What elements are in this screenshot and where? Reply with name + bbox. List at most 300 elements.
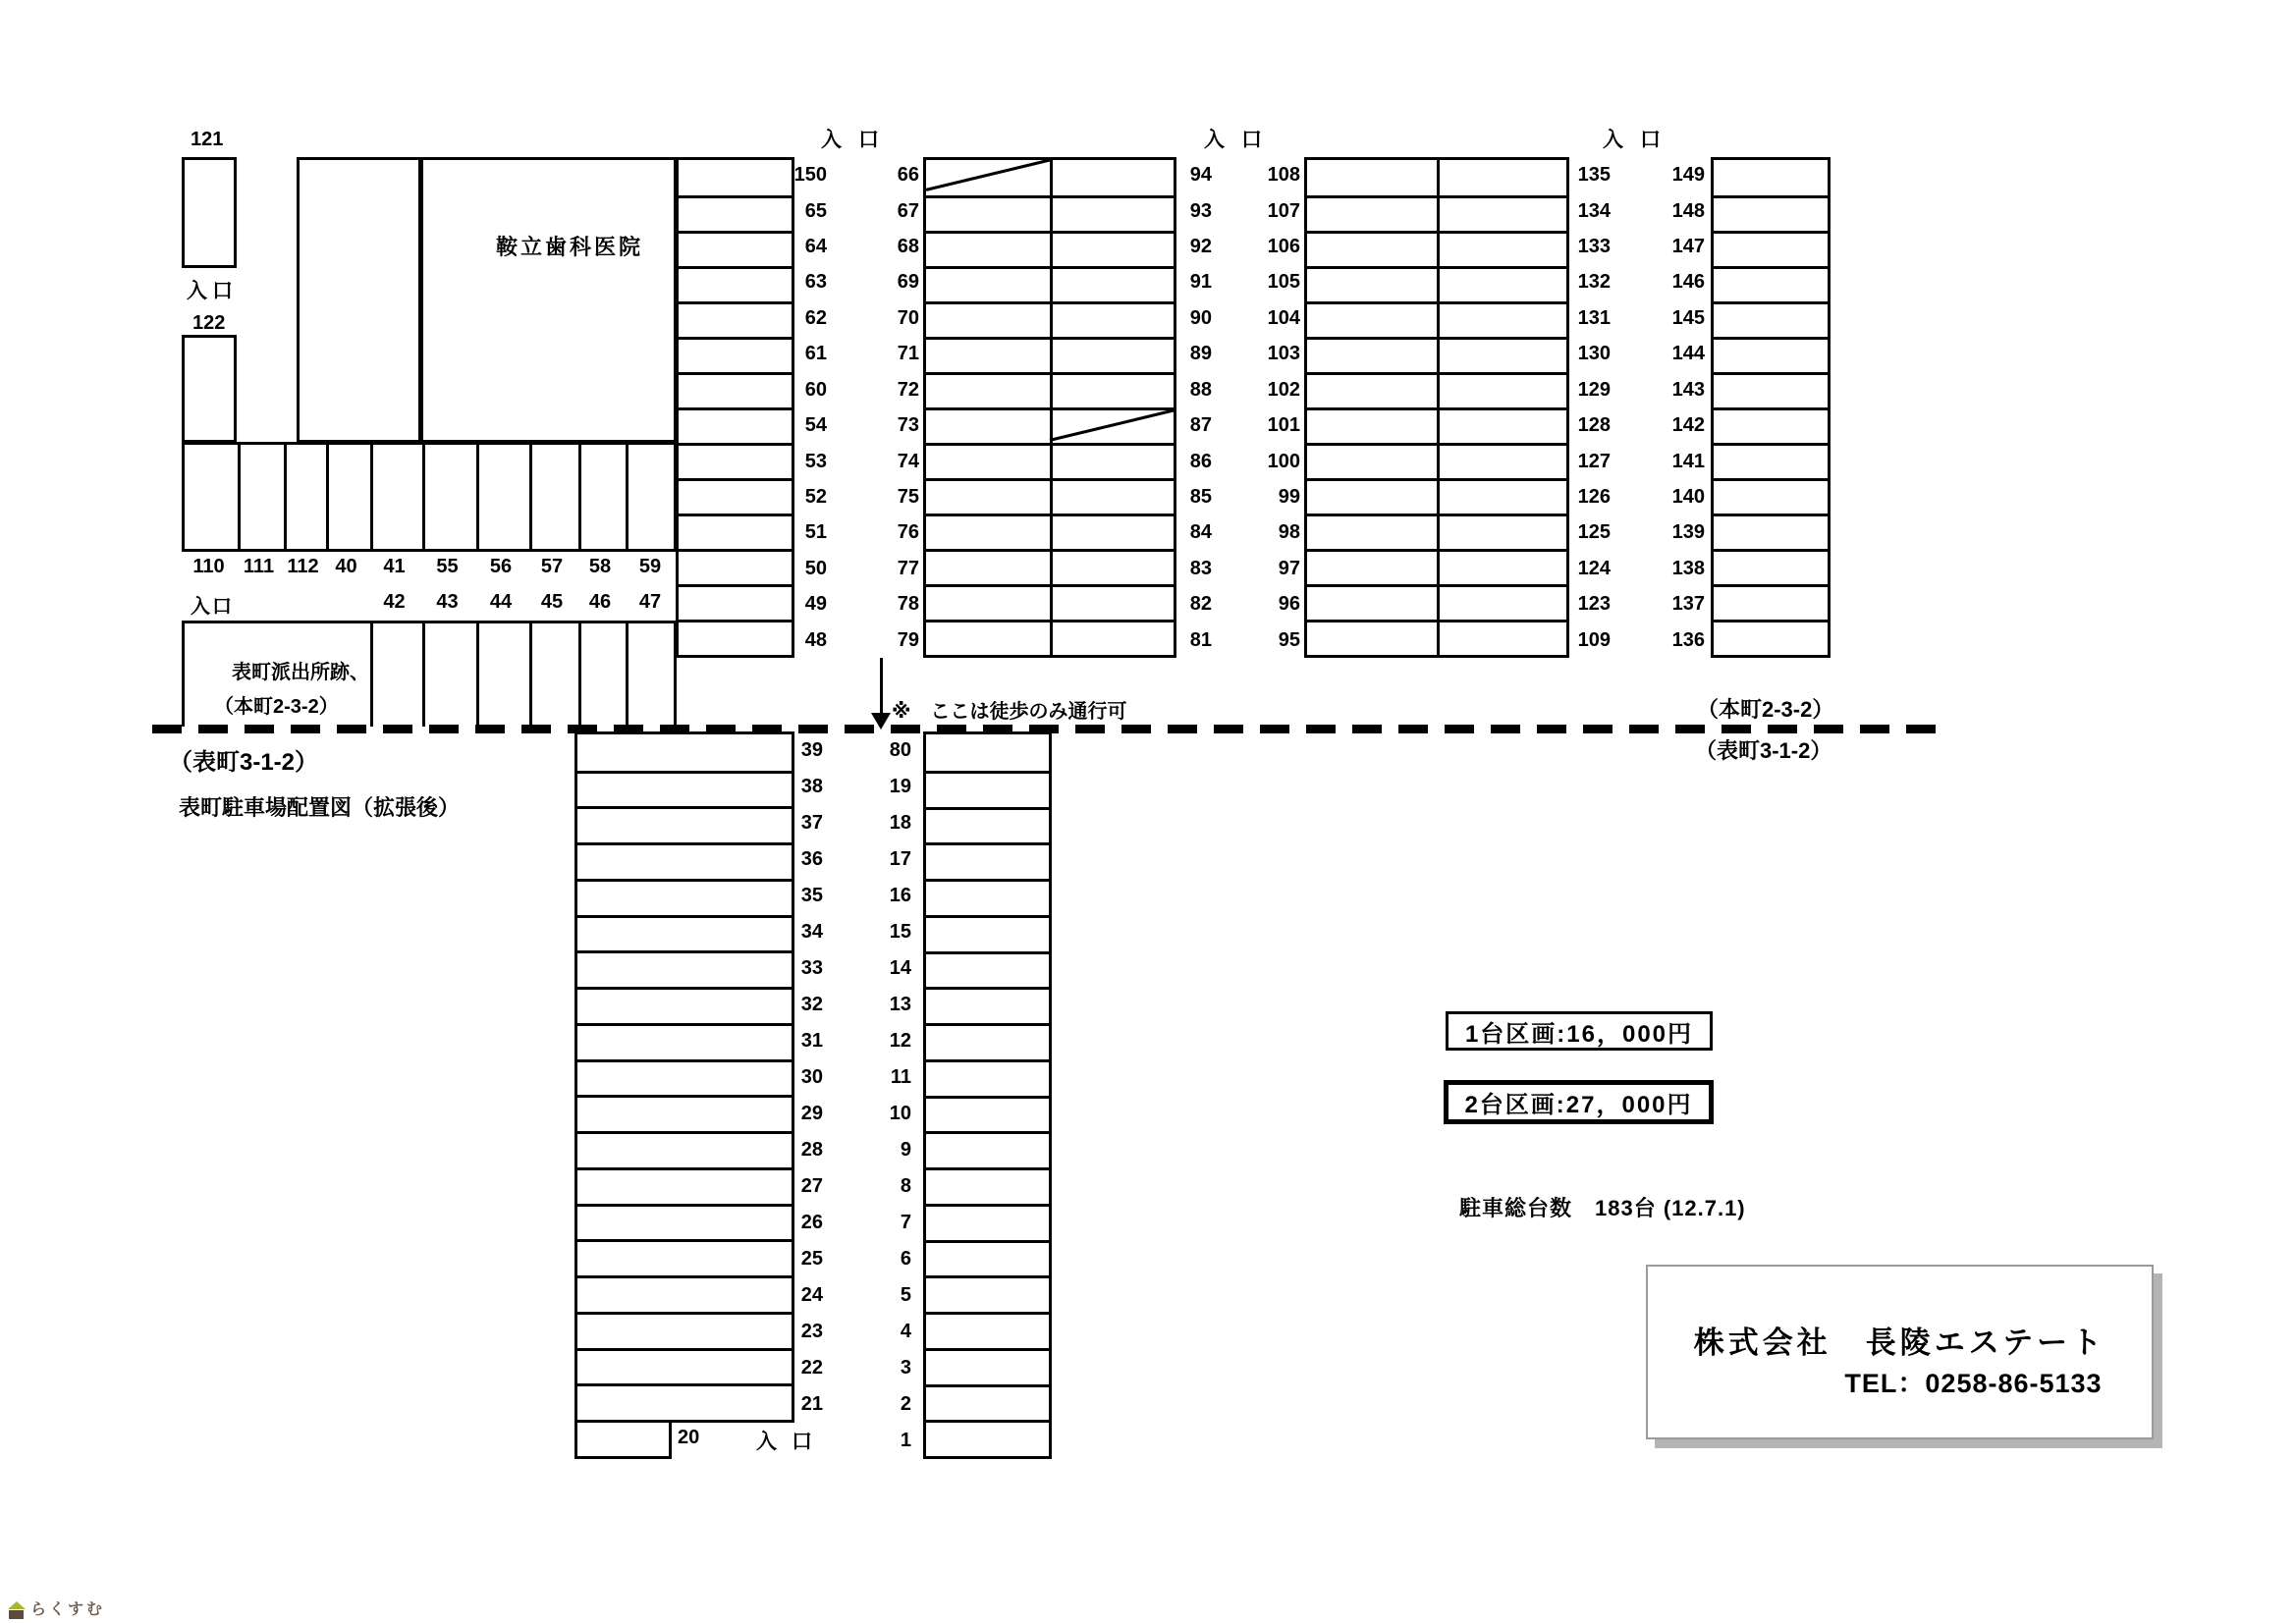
stall-number-label: 46 [588,591,612,613]
parking-stall [1307,234,1437,266]
address-left-below: （表町3-1-2） [169,749,319,776]
stall-number-label: 100 [1267,450,1300,472]
parking-stall-row [1307,301,1566,337]
stall-number-label: 90 [1189,306,1212,329]
stall-number-label: 97 [1278,557,1300,579]
stall-number-label: 136 [1671,628,1705,651]
parking-stall [926,446,1050,478]
stall-column-113-120 [297,157,421,443]
parking-stall-row [1714,372,1828,407]
stall-number-label: 147 [1671,236,1705,258]
parking-stall-row [577,842,792,879]
stall-number-label: 103 [1267,343,1300,365]
stall-number-label: 38 [800,775,823,797]
parking-stall [1437,375,1566,407]
labels-col-d [1660,157,1705,658]
company-name: 株式会社 長陵エステート [1693,1325,2106,1360]
stall-number-label: 127 [1577,450,1611,472]
stall-121 [182,157,237,268]
parking-stall-row [926,987,1049,1023]
parking-stall-row [679,337,792,372]
parking-stall-row [577,1275,792,1312]
stall-number-label: 111 [243,556,275,577]
stall-number-label: 86 [1189,450,1212,472]
parking-stall-row [926,1384,1049,1421]
parking-stall-row [926,1240,1049,1276]
parking-stall-row [1307,195,1566,231]
stall-number-label: 128 [1577,414,1611,437]
parking-stall-row [577,987,792,1023]
stall-number-label: 109 [1577,628,1611,651]
walkway-notice: ※ ここは徒歩のみ通行可 [892,701,1127,723]
stall-number-label: 137 [1671,593,1705,616]
parking-stall-row [1714,620,1828,655]
parking-stall [1050,587,1174,620]
parking-stall-row [1714,514,1828,549]
entrance-top-2-label: 入口 [1204,129,1279,151]
price-box-single [1446,1011,1713,1051]
stall-number-label: 105 [1267,271,1300,294]
stall-number-label: 131 [1577,306,1611,329]
parking-stall-row [679,549,792,584]
stall-divider [626,623,629,727]
parking-stall-row [926,807,1049,843]
parking-stall [1437,552,1566,584]
parking-stall-row [1307,372,1566,407]
parking-stall [926,198,1050,231]
stall-number-label: 29 [800,1103,823,1125]
stall-block-c [1304,157,1569,658]
labels-113-120 [246,157,289,443]
stall-number-label: 144 [1671,343,1705,365]
parking-stall-row [926,1059,1049,1096]
parking-stall [1050,160,1174,195]
parking-stall [926,304,1050,337]
parking-stall [1437,410,1566,443]
stall-number-label: 150 [793,164,827,187]
parking-stall-row [577,1095,792,1131]
stall-number-label: 140 [1671,486,1705,509]
stall-number-label: 104 [1267,306,1300,329]
parking-stall-row [926,1096,1049,1132]
parking-stall [1050,269,1174,301]
stall-number-label: 39 [800,738,823,761]
parking-stall [1437,304,1566,337]
stall-number-label: 141 [1671,450,1705,472]
stall-20 [574,1420,672,1459]
stall-divider [476,445,479,549]
parking-stall [926,481,1050,514]
entrance-bottom-label: 入口 [756,1431,827,1453]
stall-number-label: 1 [900,1430,911,1452]
stall-number-label: 75 [897,486,919,509]
stall-number-label: 3 [900,1357,911,1380]
parking-stall-row [926,842,1049,879]
parking-stall [1307,622,1437,655]
parking-stall-row [679,407,792,443]
building-dental-clinic [420,157,677,443]
parking-stall [1050,481,1174,514]
parking-stall [1437,269,1566,301]
stall-number-label: 14 [889,956,911,979]
stall-number-label: 4 [900,1321,911,1343]
company-box [1646,1265,2154,1439]
parking-stall-row [679,231,792,266]
parking-stall [1307,198,1437,231]
total-count: 駐車総台数 183台 (12.7.1) [1459,1196,1746,1220]
parking-stall-row [926,372,1174,407]
parking-stall-row [926,771,1049,807]
stall-number-label: 98 [1278,521,1300,544]
parking-stall-row [679,266,792,301]
parking-stall-row [577,879,792,915]
parking-stall [1307,304,1437,337]
stall-number-label: 92 [1189,236,1212,258]
police-box-site-label: 表町派出所跡、 [232,662,369,683]
parking-stall-row [1307,443,1566,478]
parking-stall-row [926,301,1174,337]
parking-stall-row [679,443,792,478]
stall-number-label: 35 [800,884,823,906]
parking-stall-row [1307,231,1566,266]
stall-number-label: 83 [1189,557,1212,579]
parking-stall-row [926,584,1174,620]
parking-stall-row [926,266,1174,301]
parking-stall [926,375,1050,407]
stall-number-label: 93 [1189,199,1212,222]
stall-number-label: 43 [436,591,459,613]
stall-number-label: 10 [889,1103,911,1125]
stall-number-label: 130 [1577,343,1611,365]
parking-stall-row [926,620,1174,655]
parking-stall-row [926,879,1049,915]
parking-stall-row [1714,160,1828,195]
parking-stall [1437,481,1566,514]
stall-number-label: 82 [1189,593,1212,616]
parking-stall [926,234,1050,266]
stall-number-label: 51 [804,521,827,544]
price-single-text: 1台区画:16，000円 [1464,1020,1694,1048]
parking-stall [1437,516,1566,549]
stall-number-label: 41 [383,556,406,577]
parking-stall-row [926,915,1049,951]
parking-stall-row [926,951,1049,988]
parking-stall [1050,410,1174,443]
stall-row-lower [182,621,677,727]
entrance-top-1-label: 入口 [821,129,896,151]
parking-stall [1437,198,1566,231]
stall-number-label: 15 [889,920,911,943]
stall-number-label: 68 [897,236,919,258]
parking-stall [1050,516,1174,549]
parking-stall [926,587,1050,620]
parking-stall-row [1307,407,1566,443]
parking-stall-row [926,1204,1049,1240]
stall-number-label: 132 [1577,271,1611,294]
stall-number-label: 148 [1671,199,1705,222]
stall-number-label: 50 [804,557,827,579]
parking-stall-row [577,806,792,842]
parking-stall-row [679,620,792,655]
stall-number-label: 126 [1577,486,1611,509]
parking-stall [1307,481,1437,514]
stall-divider [422,445,425,549]
stall-number-label: 138 [1671,557,1705,579]
labels-col-a [782,157,827,658]
stall-number-label: 88 [1189,378,1212,401]
parking-stall-row [926,478,1174,514]
entrance-top-3-label: 入口 [1603,129,1677,151]
stall-number-label: 25 [800,1248,823,1271]
parking-stall [1050,622,1174,655]
parking-stall-row [577,1023,792,1059]
stall-number-label: 7 [900,1212,911,1234]
stall-number-label: 94 [1189,164,1212,187]
parking-stall [1437,446,1566,478]
parking-stall-row [926,337,1174,372]
parking-stall-row [1714,301,1828,337]
parking-stall-row [577,734,792,771]
parking-stall-row [926,231,1174,266]
parking-stall-row [926,1131,1049,1167]
parking-stall [1307,516,1437,549]
parking-stall [926,410,1050,443]
stall-20-label: 20 [678,1427,700,1448]
parking-stall [926,622,1050,655]
house-icon [8,1601,25,1619]
parking-stall-row [679,514,792,549]
parking-stall-row [926,1348,1049,1384]
stall-number-label: 89 [1189,343,1212,365]
stall-number-label: 26 [800,1212,823,1234]
parking-stall [926,160,1050,195]
parking-stall-row [926,195,1174,231]
parking-stall-row [1714,337,1828,372]
stall-number-label: 112 [287,556,319,577]
stall-number-label: 110 [192,556,225,577]
stall-number-label: 36 [800,847,823,870]
parking-stall-row [926,407,1174,443]
stall-number-label: 11 [890,1065,911,1088]
parking-stall [1307,340,1437,372]
parking-stall [1050,234,1174,266]
stall-number-label: 133 [1577,236,1611,258]
stall-number-label: 71 [897,343,919,365]
parking-stall [926,340,1050,372]
parking-stall [1307,160,1437,195]
stall-number-label: 54 [804,414,827,437]
parking-stall-row [926,1167,1049,1204]
labels-col-b-right [1176,157,1212,658]
stall-number-label: 96 [1278,593,1300,616]
stall-number-label: 146 [1671,271,1705,294]
stall-number-label: 13 [889,993,911,1015]
parking-stall [1437,587,1566,620]
parking-stall-row [926,1312,1049,1348]
stall-number-label: 80 [889,738,911,761]
stall-number-label: 60 [804,378,827,401]
stall-number-label: 99 [1278,486,1300,509]
stall-number-label: 91 [1189,271,1212,294]
stall-block-bottom-right [923,731,1052,1459]
stall-number-label: 64 [804,236,827,258]
stall-number-label: 55 [436,556,459,577]
entrance-mid-label: 入口 [191,596,234,618]
map-title: 表町駐車場配置図（拡張後） [179,795,461,820]
stall-number-label: 6 [900,1248,911,1271]
stall-block-bottom-left [574,731,794,1423]
stall-number-label: 9 [900,1139,911,1162]
stall-number-label: 67 [897,199,919,222]
stall-divider [626,445,629,549]
parking-stall-row [679,160,792,195]
stall-number-label: 85 [1189,486,1212,509]
parking-stall-row [577,771,792,807]
parking-stall-row [1307,549,1566,584]
company-tel: TEL：0258-86-5133 [1844,1369,2103,1398]
stall-number-label: 30 [800,1065,823,1088]
stall-divider [529,623,532,727]
address-right-above: （本町2-3-2） [1697,697,1834,722]
parking-stall-row [577,1131,792,1167]
address-right-below: （表町3-1-2） [1695,738,1832,763]
parking-stall-row [1307,514,1566,549]
parking-stall-row [1714,195,1828,231]
stall-number-label: 84 [1189,521,1212,544]
stall-number-label: 143 [1671,378,1705,401]
stall-122-label: 122 [192,312,226,334]
labels-bottom-left [784,731,823,1423]
parking-stall [1437,234,1566,266]
parking-stall [926,269,1050,301]
stall-number-label: 65 [804,199,827,222]
stall-number-label: 42 [383,591,406,613]
stall-number-label: 16 [889,884,911,906]
stall-number-label: 142 [1671,414,1705,437]
parking-stall-row [926,160,1174,195]
stall-number-label: 108 [1267,164,1300,187]
stall-divider [370,445,373,549]
labels-col-b-left [878,157,919,658]
price-double-text: 2台区画:27，000円 [1464,1092,1693,1118]
stall-number-label: 58 [588,556,612,577]
stall-number-label: 44 [489,591,513,613]
parking-stall-row [1307,337,1566,372]
parking-stall-row [577,915,792,951]
parking-stall [1050,446,1174,478]
site-logo [8,1596,105,1619]
parking-stall [1437,340,1566,372]
police-box-address: （本町2-3-2） [214,696,339,718]
stall-number-label: 27 [800,1175,823,1198]
parking-stall [1307,410,1437,443]
labels-bottom-right [870,731,911,1459]
stall-number-label: 37 [800,811,823,834]
stall-number-label: 124 [1577,557,1611,579]
stall-row-upper [182,442,677,552]
stall-number-label: 107 [1267,199,1300,222]
stall-divider [422,623,425,727]
parking-stall-row [1714,407,1828,443]
stall-number-label: 33 [800,956,823,979]
parking-stall-row [577,1239,792,1275]
stall-number-label: 102 [1267,378,1300,401]
parking-stall [1307,552,1437,584]
stall-number-label: 101 [1267,414,1300,437]
parking-stall-row [577,1312,792,1348]
stall-122 [182,335,237,443]
stall-divider [284,445,287,549]
parking-stall [1050,552,1174,584]
stall-number-label: 23 [800,1321,823,1343]
stall-number-label: 73 [897,414,919,437]
parking-stall-row [1307,160,1566,195]
parking-stall-row [1714,478,1828,514]
stall-block-b [923,157,1176,658]
building-name: 鞍立歯科医院 [496,235,644,259]
stall-number-label: 123 [1577,593,1611,616]
stall-number-label: 95 [1278,628,1300,651]
parking-stall-row [679,372,792,407]
stall-divider [529,445,532,549]
parking-stall-row [926,1023,1049,1059]
stall-number-label: 49 [804,593,827,616]
price-box-double [1444,1080,1714,1124]
parking-stall-row [1714,584,1828,620]
stall-number-label: 2 [900,1393,911,1416]
parking-stall [1437,622,1566,655]
stall-divider [476,623,479,727]
stall-number-label: 76 [897,521,919,544]
parking-stall [1307,587,1437,620]
stall-number-label: 19 [889,775,911,797]
stall-number-label: 145 [1671,306,1705,329]
stall-number-label: 72 [897,378,919,401]
stall-number-label: 45 [540,591,564,613]
stall-number-label: 57 [540,556,564,577]
stall-number-label: 74 [897,450,919,472]
parking-stall-row [1714,443,1828,478]
stall-number-label: 79 [897,628,919,651]
site-logo-text: らくすむ [30,1601,106,1618]
stall-number-label: 66 [897,164,919,187]
parking-stall-row [577,1348,792,1384]
stall-number-label: 63 [804,271,827,294]
stall-number-label: 32 [800,993,823,1015]
stall-number-label: 69 [897,271,919,294]
stall-number-label: 81 [1189,628,1212,651]
stall-number-label: 62 [804,306,827,329]
parking-stall-row [577,1167,792,1204]
stall-number-label: 5 [900,1284,911,1307]
stall-number-label: 47 [638,591,662,613]
stall-divider [370,623,373,727]
stall-number-label: 17 [889,847,911,870]
parking-stall [1307,375,1437,407]
stall-number-label: 59 [638,556,662,577]
stall-number-label: 31 [800,1029,823,1052]
parking-stall-row [577,1059,792,1096]
stall-block-a [676,157,794,658]
parking-stall-row [577,1204,792,1240]
labels-col-c-right [1567,157,1611,658]
parking-stall-row [679,301,792,337]
stall-divider [326,445,329,549]
parking-stall-row [1307,478,1566,514]
stall-number-label: 48 [804,628,827,651]
stall-divider [578,623,581,727]
parking-stall-row [679,478,792,514]
